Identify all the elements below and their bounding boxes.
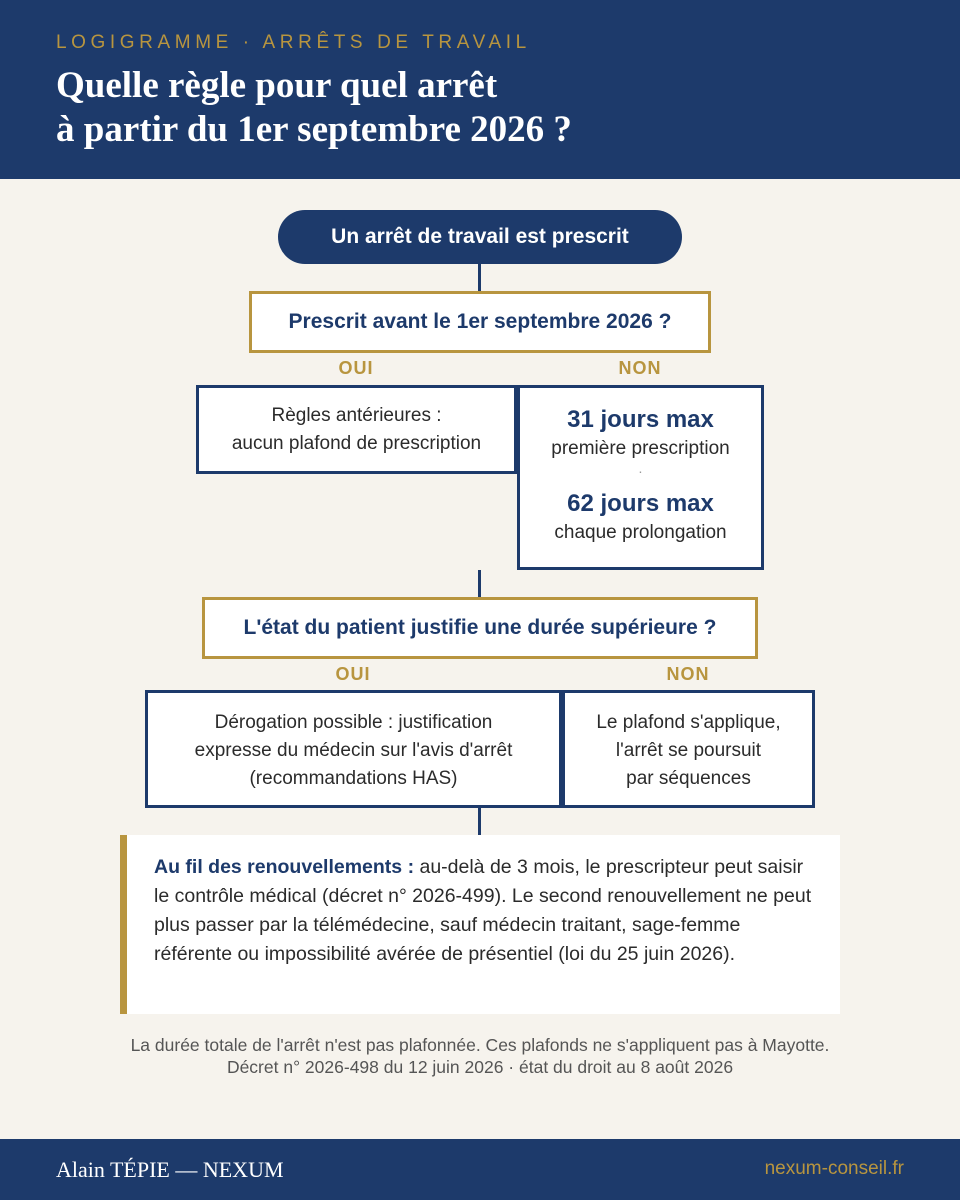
header-banner bbox=[0, 0, 960, 179]
website-link[interactable]: nexum-conseil.fr bbox=[764, 1158, 904, 1179]
q2-yes-line-2: expresse du médecin sur l'avis d'arrêt bbox=[194, 740, 513, 761]
connector-line bbox=[478, 570, 481, 598]
question-1-box: Prescrit avant le 1er septembre 2026 ? bbox=[249, 291, 711, 353]
q2-no-line-2: l'arrêt se poursuit bbox=[615, 740, 762, 761]
limit-prolongation-desc: chaque prolongation bbox=[554, 522, 727, 543]
limit-first-desc: première prescription bbox=[551, 438, 730, 459]
footnote-line-2: Décret n° 2026-498 du 12 juin 2026 · état du droit au 8 août 2026 bbox=[226, 1057, 734, 1077]
q2-yes-line-1: Dérogation possible : justification bbox=[214, 712, 493, 733]
q1-yes-line-1: Règles antérieures : bbox=[271, 405, 442, 426]
q1-yes-line-2: aucun plafond de prescription bbox=[231, 433, 482, 454]
q2-no-box bbox=[562, 690, 815, 808]
start-node: Un arrêt de travail est prescrit bbox=[278, 210, 682, 264]
q2-no-line-3: par séquences bbox=[626, 768, 751, 789]
limit-first-prescription: 31 jours max bbox=[567, 406, 714, 433]
footer-bar bbox=[0, 1139, 960, 1200]
title-line-1: Quelle règle pour quel arrêt bbox=[56, 65, 498, 106]
q2-no-label: NON bbox=[666, 664, 710, 684]
q1-no-label: NON bbox=[618, 358, 662, 378]
note-body: au-delà de 3 mois, le prescripteur peut saisir le contrôle médical (décret n° 2026-499). Le second renouvellement ne peut plus passer par la télémédecine, sauf médecin traitant, sage-femme référente ou impossibilité avérée de présentiel (loi du 25 juin 2026). bbox=[154, 856, 812, 965]
connector-line bbox=[478, 808, 481, 836]
title-line-2: à partir du 1er septembre 2026 ? bbox=[56, 109, 572, 150]
page-title bbox=[56, 64, 916, 152]
limit-prolongation: 62 jours max bbox=[567, 490, 714, 517]
footnote-line-1: La durée totale de l'arrêt n'est pas plafonnée. Ces plafonds ne s'appliquent pas à Mayotte. bbox=[130, 1035, 830, 1055]
q1-yes-label: OUI bbox=[338, 358, 374, 378]
q2-yes-line-3: (recommandations HAS) bbox=[249, 768, 458, 789]
renewal-note bbox=[120, 835, 840, 1014]
author-name: Alain TÉPIE — NEXUM bbox=[56, 1157, 284, 1182]
note-lead: Au fil des renouvellements : bbox=[154, 856, 415, 878]
q1-yes-box bbox=[196, 385, 517, 474]
q2-yes-label: OUI bbox=[335, 664, 371, 684]
question-2-box: L'état du patient justifie une durée supérieure ? bbox=[202, 597, 758, 659]
connector-line bbox=[478, 264, 481, 292]
header-kicker: LOGIGRAMME · ARRÊTS DE TRAVAIL bbox=[56, 32, 531, 53]
q1-no-box bbox=[517, 385, 764, 570]
q2-no-line-1: Le plafond s'applique, bbox=[596, 712, 781, 733]
q2-yes-box bbox=[145, 690, 562, 808]
separator-dot: · bbox=[638, 463, 643, 479]
